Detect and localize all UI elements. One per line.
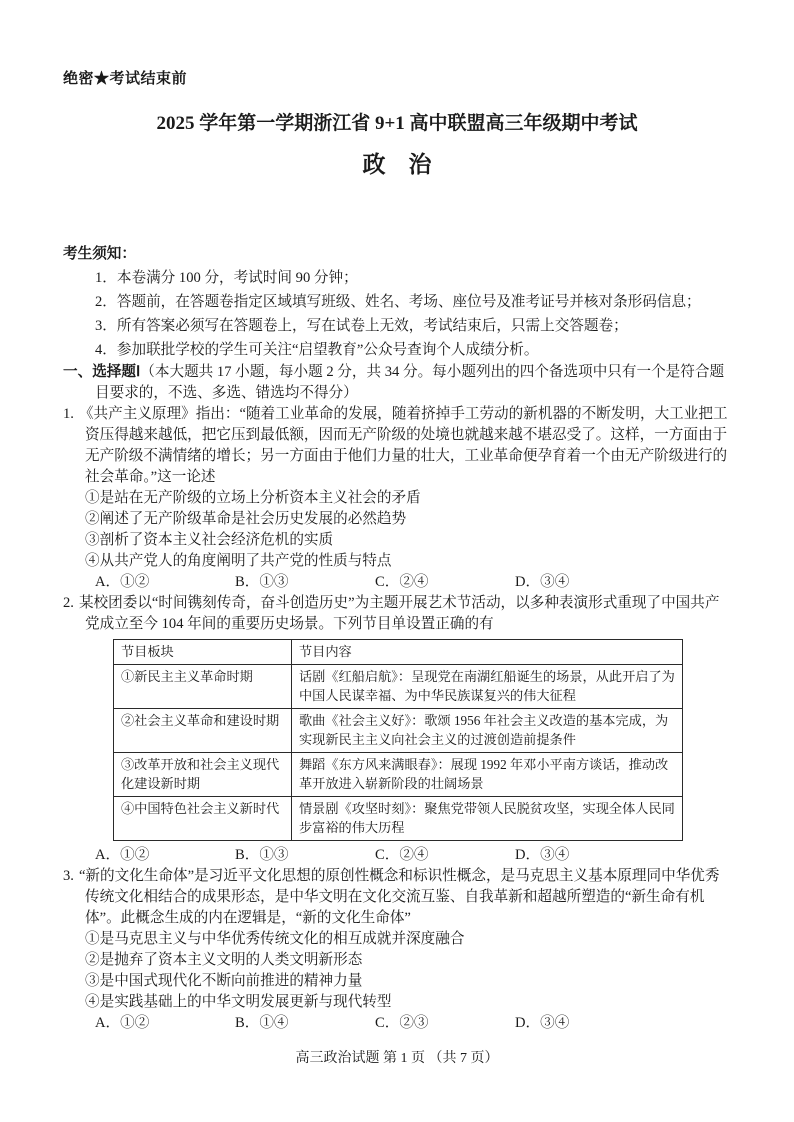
question-3-option-b: B．①④	[235, 1014, 289, 1031]
section-title: 一、选择题Ⅰ	[63, 364, 141, 380]
question-2-option-a: A．①②	[95, 846, 150, 863]
secrecy-notice: 绝密★考试结束前	[63, 71, 188, 87]
question-1-item-2: ②阐述了无产阶级革命是社会历史发展的必然趋势	[85, 511, 407, 527]
question-2-stem	[63, 593, 731, 635]
question-3-option-a: A．①②	[95, 1014, 150, 1031]
question-3-item-1: ①是马克思主义与中华优秀传统文化的相互成就并深度融合	[85, 930, 465, 947]
section-heading	[63, 362, 731, 404]
notice-item-1: 1．本卷满分 100 分，考试时间 90 分钟；	[95, 270, 358, 286]
page-footer-text: 高三政治试题 第 1 页 （共 7 页）	[295, 1051, 499, 1066]
question-1-option-d: D．③④	[515, 574, 570, 590]
table-row	[114, 796, 683, 840]
subject-title: 政 治	[362, 152, 432, 177]
notice-heading: 考生须知：	[63, 246, 136, 262]
question-3-number: 3.	[63, 867, 74, 884]
table-cell-block: ①新民主主义革命时期	[114, 664, 292, 708]
question-1-options	[85, 572, 731, 593]
table-header-row	[114, 640, 683, 665]
question-1-item-1: ①是站在无产阶级的立场上分析资本主义社会的矛盾	[85, 490, 421, 506]
question-3-option-d: D．③④	[515, 1014, 570, 1031]
page-footer	[0, 1050, 794, 1068]
question-3-item-3: ③是中国式现代化不断向前推进的精神力量	[85, 972, 363, 989]
question-1-number: 1.	[63, 406, 74, 422]
question-1-item-3: ③剖析了资本主义社会经济危机的实质	[85, 532, 334, 548]
exam-title: 2025 学年第一学期浙江省 9+1 高中联盟高三年级期中考试	[156, 113, 638, 134]
table-cell-block: ④中国特色社会主义新时代	[114, 796, 292, 840]
question-1-stem-text: 《共产主义原理》指出：“随着工业革命的发展，随着挤掉手工劳动的新机器的不断发明，大工业把工资压得越来越低，把它压到最低额，因而无产阶级的处境也就越来越不堪忍受了。这样，一方面由于无产阶级不满情绪的增长；另一方面由于他们力量的壮大，工业革命便孕育着一个由无产阶级进行的社会革命。”这一论述	[78, 406, 728, 485]
question-2-option-b: B．①③	[235, 846, 289, 863]
table-header-block: 节目板块	[114, 640, 292, 665]
table-row	[114, 664, 683, 708]
question-3-stem	[63, 866, 731, 929]
table-header-content: 节目内容	[292, 640, 683, 665]
question-2-option-c: C．②④	[375, 846, 429, 863]
table-row	[114, 752, 683, 796]
question-3-options	[85, 1013, 731, 1034]
program-table	[113, 639, 683, 841]
question-1-option-c: C．②④	[375, 574, 429, 590]
table-cell-block: ③改革开放和社会主义现代化建设新时期	[114, 752, 292, 796]
question-3-item-2: ②是抛弃了资本主义文明的人类文明新形态	[85, 951, 363, 968]
notice-item-4: 4．参加联批学校的学生可关注“启望教育”公众号查询个人成绩分析。	[95, 342, 539, 358]
section-description: （本大题共 17 小题，每小题 2 分，共 34 分。每小题列出的四个备选项中只有一个是符合题目要求的，不选、多选、错选均不得分）	[95, 364, 725, 401]
table-cell-block: ②社会主义革命和建设时期	[114, 708, 292, 752]
notice-item-3: 3．所有答案必须写在答题卷上，写在试卷上无效，考试结束后，只需上交答题卷；	[95, 318, 628, 334]
question-3	[63, 866, 731, 1034]
question-2-number: 2.	[63, 595, 74, 611]
question-1-item-4: ④从共产党人的角度阐明了共产党的性质与特点	[85, 553, 392, 569]
question-1-option-b: B．①③	[235, 574, 289, 590]
question-3-stem-text: “新的文化生命体”是习近平文化思想的原创性概念和标识性概念，是马克思主义基本原理同中华优秀传统文化相结合的成果形态，是中华文明在文化交流互鉴、自我革新和超越所塑造的“新生命有机体”。此概念生成的内在逻辑是，“新的文化生命体”	[78, 867, 720, 926]
table-cell-content: 情景剧《攻坚时刻》：聚焦党带领人民脱贫攻坚，实现全体人民同步富裕的伟大历程	[292, 796, 683, 840]
question-1	[63, 404, 731, 593]
table-row	[114, 708, 683, 752]
question-1-stem	[63, 404, 731, 488]
question-3-option-c: C．②③	[375, 1014, 429, 1031]
table-cell-content: 舞蹈《东方风来满眼春》：展现 1992 年邓小平南方谈话，推动改革开放进入崭新阶段的壮阔场景	[292, 752, 683, 796]
question-2-options	[85, 845, 731, 866]
table-cell-content: 歌曲《社会主义好》：歌颂 1956 年社会主义改造的基本完成，为实现新民主主义向社会主义的过渡创造前提条件	[292, 708, 683, 752]
question-2-stem-text: 某校团委以“时间镌刻传奇，奋斗创造历史”为主题开展艺术节活动，以多种表演形式重现了中国共产党成立至今 104 年间的重要历史场景。下列节目单设置正确的有	[78, 595, 720, 632]
question-3-item-4: ④是实践基础上的中华文明发展更新与现代转型	[85, 993, 392, 1010]
question-2	[63, 593, 731, 866]
table-cell-content: 话剧《红船启航》：呈现党在南湖红船诞生的场景，从此开启了为中国人民谋幸福、为中华民族谋复兴的伟大征程	[292, 664, 683, 708]
question-2-option-d: D．③④	[515, 846, 570, 863]
notice-item-2: 2．答题前，在答题卷指定区域填写班级、姓名、考场、座位号及准考证号并核对条形码信息；	[95, 294, 701, 310]
question-1-option-a: A．①②	[95, 574, 150, 590]
